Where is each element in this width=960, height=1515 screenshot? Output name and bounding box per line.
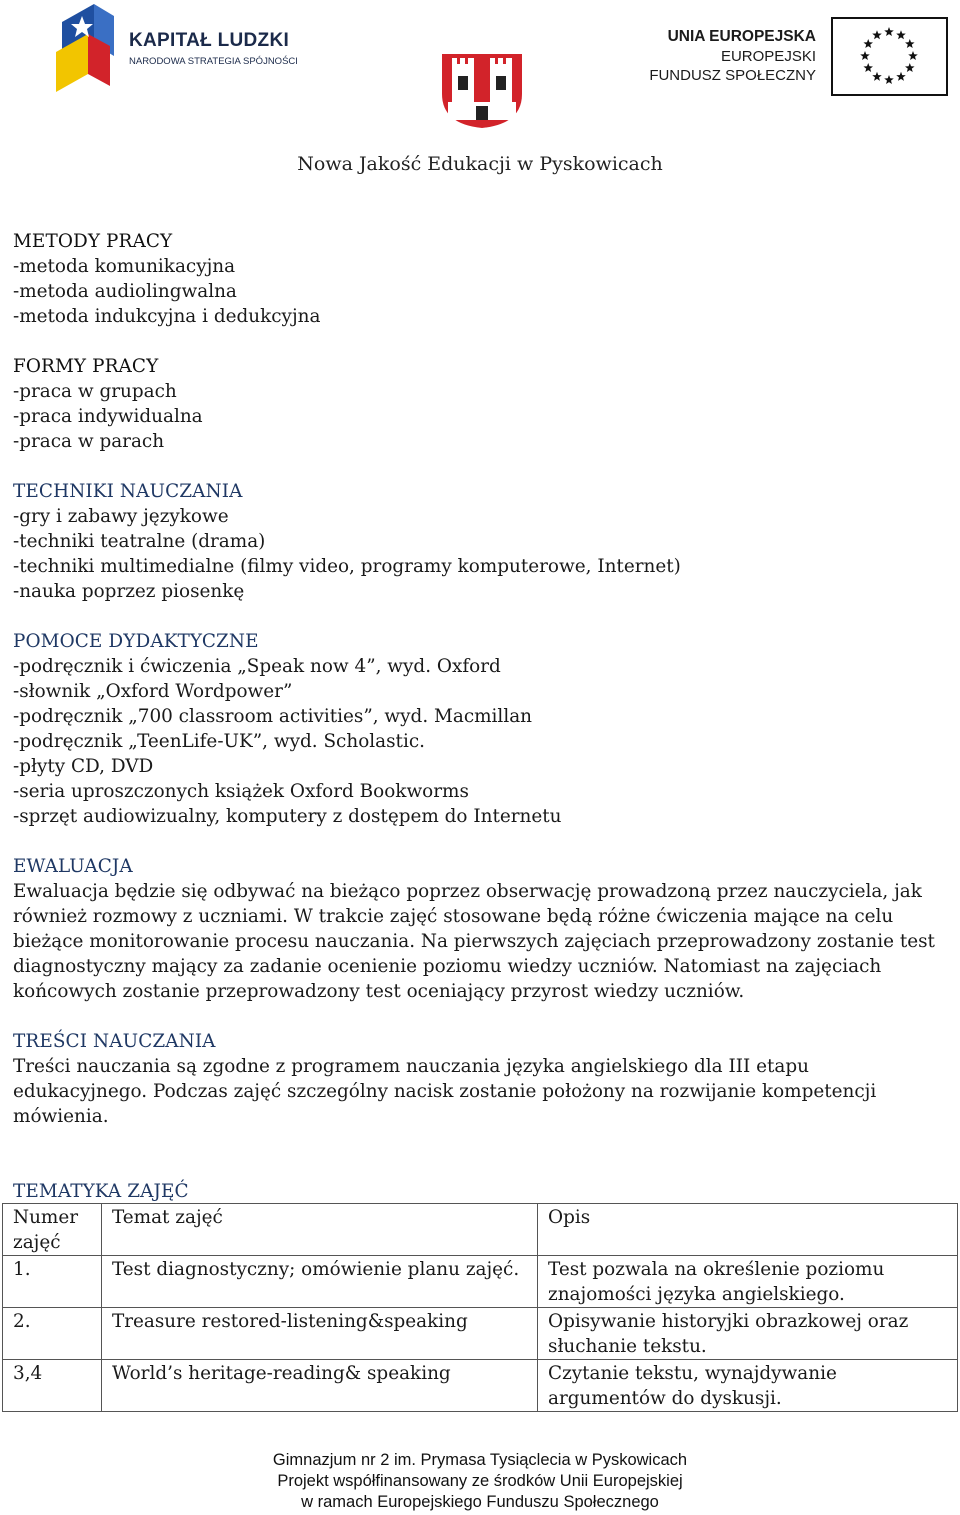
list-item: -sprzęt audiowizualny, komputery z dostępem do Internetu [13, 806, 562, 827]
eu-flag-icon [831, 17, 948, 96]
table-row [3, 1308, 958, 1360]
section-title-tresci: TREŚCI NAUCZANIA [13, 1031, 216, 1052]
document-footer [0, 1450, 960, 1513]
footer-line: w ramach Europejskiego Funduszu Społecznego [301, 1493, 659, 1511]
table-header-cell: Opis [538, 1204, 958, 1256]
topics-table [2, 1203, 958, 1412]
table-cell: Test pozwala na określenie poziomu znajomości języka angielskiego. [538, 1256, 958, 1308]
list-item: -metoda komunikacyjna [13, 256, 236, 277]
list-item: -praca w grupach [13, 381, 177, 402]
tresci-paragraph: Treści nauczania są zgodne z programem nauczania języka angielskiego dla III etapu edukacyjnego. Podczas zajęć szczególny nacisk zostanie położony na rozwijanie kompetencji mówienia. [13, 1056, 877, 1127]
table-cell: Test diagnostyczny; omówienie planu zajęć. [101, 1256, 537, 1308]
ewaluacja-paragraph: Ewaluacja będzie się odbywać na bieżąco poprzez obserwację prowadzoną przez nauczyciela, jak również rozmowy z uczniami. W trakcie zajęć stosowane będą różne ćwiczenia mające na celu bieżące monitorowanie procesu nauczania. Na pierwszych zajęciach przeprowadzony zostanie test diagnostyczny mający za zadanie ocenienie poziomu wiedzy uczniów. Natomiast na zajęciach końcowych zostanie przeprowadzony test oceniający przyrost wiedzy uczniów. [13, 881, 935, 1002]
eu-star-icon [863, 63, 873, 72]
table-cell: 2. [3, 1308, 102, 1360]
list-item: -podręcznik i ćwiczenia „Speak now 4”, wyd. Oxford [13, 656, 501, 677]
table-cell: Opisywanie historyjki obrazkowej oraz słuchanie tekstu. [538, 1308, 958, 1360]
section-title-techniki: TECHNIKI NAUCZANIA [13, 481, 243, 502]
kapital-ludzki-subtitle: NARODOWA STRATEGIA SPÓJNOŚCI [129, 56, 298, 67]
section-title-pomoce: POMOCE DYDAKTYCZNE [13, 631, 259, 652]
section-title-ewaluacja: EWALUACJA [13, 856, 133, 877]
table-cell: Treasure restored-listening&speaking [101, 1308, 537, 1360]
document-body [13, 229, 948, 1204]
eu-star-icon [884, 27, 894, 36]
kapital-ludzki-emblem-icon [52, 4, 128, 94]
eu-title-line3: FUNDUSZ SPOŁECZNY [649, 67, 816, 84]
eu-star-icon [872, 72, 882, 81]
list-item: -metoda indukcyjna i dedukcyjna [13, 306, 321, 327]
list-item: -podręcznik „TeenLife-UK”, wyd. Scholastic. [13, 731, 425, 752]
footer-line: Projekt współfinansowany ze środków Unii Europejskiej [277, 1472, 683, 1490]
eu-title-line2: EUROPEJSKI [720, 48, 816, 65]
list-item: -nauka poprzez piosenkę [13, 581, 245, 602]
eu-star-icon [860, 51, 870, 60]
list-item: -metoda audiolingwalna [13, 281, 237, 302]
list-item: -gry i zabawy językowe [13, 506, 229, 527]
eu-star-icon [905, 39, 915, 48]
pyskowice-crest-icon [438, 50, 526, 130]
kapital-ludzki-logo [52, 4, 327, 94]
table-row [3, 1360, 958, 1412]
list-item: -podręcznik „700 classroom activities”, wyd. Macmillan [13, 706, 533, 727]
list-item: -płyty CD, DVD [13, 756, 154, 777]
list-item: -seria uproszczonych książek Oxford Bookworms [13, 781, 469, 802]
eu-star-icon [896, 72, 906, 81]
footer-line: Gimnazjum nr 2 im. Prymasa Tysiąclecia w Pyskowicach [272, 1451, 688, 1469]
eu-logo [650, 16, 952, 100]
kapital-ludzki-title: KAPITAŁ LUDZKI [129, 30, 290, 51]
list-item: -praca indywidualna [13, 406, 203, 427]
section-title-metody: METODY PRACY [13, 231, 173, 252]
list-item: -techniki multimedialne (filmy video, programy komputerowe, Internet) [13, 556, 681, 577]
list-item: -słownik „Oxford Wordpower” [13, 681, 293, 702]
eu-star-icon [863, 39, 873, 48]
eu-star-icon [896, 30, 906, 39]
eu-title-line1: UNIA EUROPEJSKA [667, 28, 816, 45]
section-title-tematyka: TEMATYKA ZAJĘĆ [13, 1181, 189, 1202]
section-title-formy: FORMY PRACY [13, 356, 159, 377]
table-cell: 1. [3, 1256, 102, 1308]
list-item: -praca w parach [13, 431, 165, 452]
table-cell: 3,4 [3, 1360, 102, 1412]
list-item: -techniki teatralne (drama) [13, 531, 266, 552]
table-header-row [3, 1204, 958, 1256]
table-header-cell: Temat zajęć [101, 1204, 537, 1256]
eu-star-icon [905, 63, 915, 72]
eu-star-icon [884, 75, 894, 84]
eu-star-icon [908, 51, 918, 60]
table-header-cell: Numer zajęć [3, 1204, 102, 1256]
table-cell: World’s heritage-reading& speaking [101, 1360, 537, 1412]
table-row [3, 1256, 958, 1308]
document-header: Nowa Jakość Edukacji w Pyskowicach [297, 153, 663, 175]
table-cell: Czytanie tekstu, wynajdywanie argumentów do dyskusji. [538, 1360, 958, 1412]
eu-star-icon [872, 30, 882, 39]
